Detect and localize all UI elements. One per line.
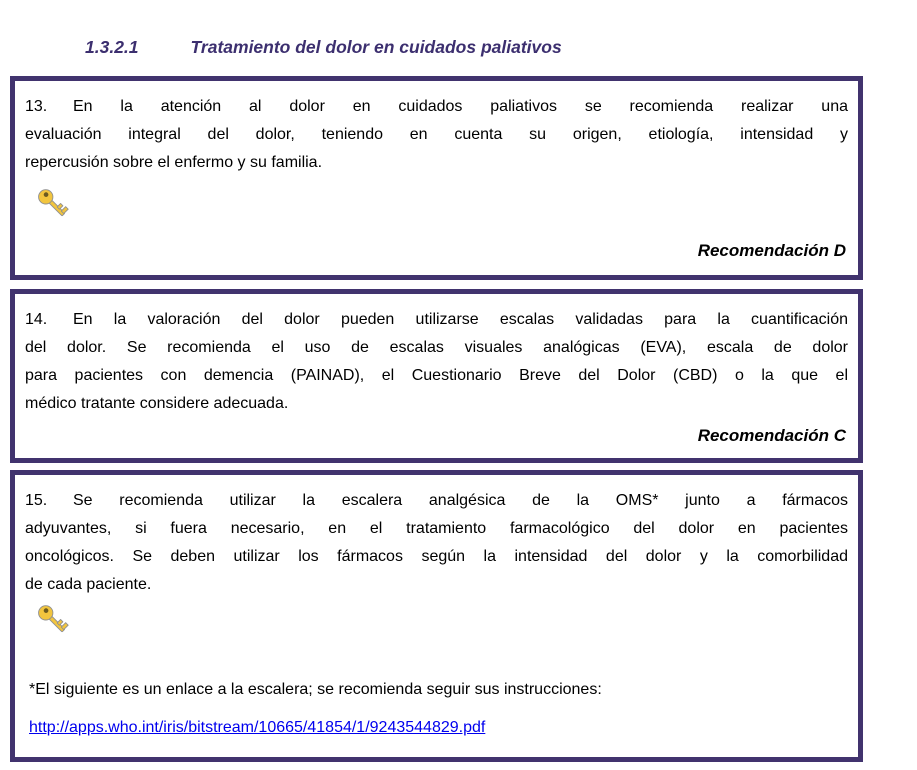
- footnote-text: *El siguiente es un enlace a la escalera; se recomienda seguir sus instrucciones:: [29, 681, 602, 698]
- link-line: [29, 719, 485, 737]
- paragraph-line: repercusión sobre el enfermo y su familia.: [25, 154, 323, 171]
- paragraph-line: del dolor. Se recomienda el uso de escalas visuales analógicas (EVA), escala de dolor: [25, 339, 848, 356]
- paragraph-line: para pacientes con demencia (PAINAD), el Cuestionario Breve del Dolor (CBD) o la que el: [25, 367, 848, 384]
- recommendation-box-14: [10, 289, 863, 463]
- paragraph-line: médico tratante considere adecuada.: [25, 395, 289, 412]
- recommendation-number: 13.: [25, 98, 48, 115]
- paragraph-line: 14. En la valoración del dolor pueden utilizarse escalas validadas para la cuantificación: [25, 306, 848, 334]
- recommendation-text: [25, 93, 848, 177]
- recommendation-text: [25, 487, 848, 599]
- section-title: Tratamiento del dolor en cuidados paliativos: [190, 36, 562, 57]
- recommendation-grade-label: Recomendación D: [697, 241, 846, 260]
- recommendation-number: 14.: [25, 311, 48, 328]
- paragraph-line: evaluación integral del dolor, teniendo en cuenta su origen, etiología, intensidad y: [25, 126, 848, 143]
- recommendation-number: 15.: [25, 492, 48, 509]
- paragraph-line: de cada paciente.: [25, 576, 152, 593]
- section-heading: [85, 37, 562, 58]
- paragraph-line: adyuvantes, si fuera necesario, en el tratamiento farmacológico del dolor en pacientes: [25, 520, 848, 537]
- paragraph-line: oncológicos. Se deben utilizar los fármacos según la intensidad del dolor y la comorbilidad: [25, 548, 848, 565]
- who-ladder-link[interactable]: http://apps.who.int/iris/bitstream/10665/41854/1/9243544829.pdf: [29, 719, 486, 736]
- section-number: 1.3.2.1: [85, 36, 139, 57]
- key-icon: [35, 599, 69, 641]
- recommendation-box-15: [10, 470, 863, 762]
- recommendation-grade-label: Recomendación C: [697, 426, 846, 445]
- paragraph-line: 15. Se recomienda utilizar la escalera analgésica de la OMS* junto a fármacos: [25, 487, 848, 515]
- key-icon: [35, 183, 69, 225]
- paragraph-line: 13. En la atención al dolor en cuidados paliativos se recomienda realizar una: [25, 93, 848, 121]
- recommendation-box-13: [10, 76, 863, 280]
- recommendation-text: [25, 306, 848, 418]
